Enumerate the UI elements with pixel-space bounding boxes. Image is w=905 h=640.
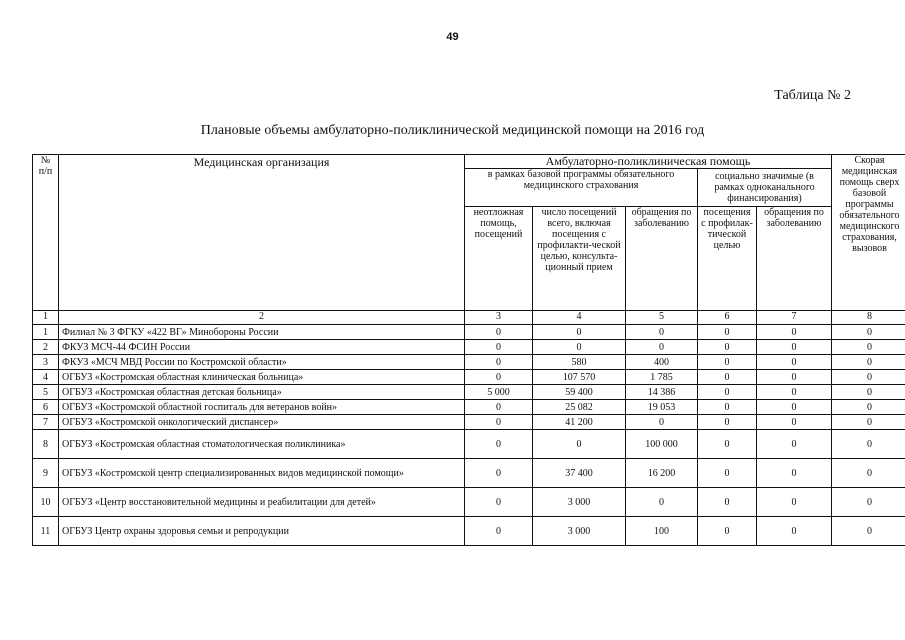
urgent-care-visits: 0 [465, 340, 533, 355]
preventive-visits: 0 [698, 430, 757, 459]
header-col6: посещения с профилак-тической целью [698, 207, 757, 311]
organization-name: ОГБУЗ «Центр восстановительной медицины и реабилитации для детей» [59, 488, 465, 517]
social-disease-appeals: 0 [757, 459, 832, 488]
row-number: 2 [33, 340, 59, 355]
social-disease-appeals: 0 [757, 517, 832, 546]
preventive-visits: 0 [698, 325, 757, 340]
organization-name: Филиал № 3 ФГКУ «422 ВГ» Минобороны России [59, 325, 465, 340]
urgent-care-visits: 0 [465, 517, 533, 546]
table-row [33, 325, 905, 340]
table-row [33, 355, 905, 370]
row-number: 7 [33, 415, 59, 430]
organization-name: ОГБУЗ Центр охраны здоровья семьи и репродукции [59, 517, 465, 546]
urgent-care-visits: 0 [465, 400, 533, 415]
header-col4: число посещений всего, включая посещения с профилакти-ческой целью, консульта-ционный прием [533, 207, 626, 311]
total-visits: 3 000 [533, 488, 626, 517]
plan-table [32, 154, 905, 546]
organization-name: ФКУЗ «МСЧ МВД России по Костромской области» [59, 355, 465, 370]
disease-appeals: 0 [626, 415, 698, 430]
emergency-calls: 0 [832, 325, 905, 340]
table-row [33, 370, 905, 385]
header-emergency: Скорая медицинская помощь сверх базовой программы обязательного медицинского страхования, вызовов [832, 155, 905, 311]
header-row-1 [33, 155, 905, 169]
preventive-visits: 0 [698, 400, 757, 415]
row-number: 10 [33, 488, 59, 517]
emergency-calls: 0 [832, 430, 905, 459]
social-disease-appeals: 0 [757, 415, 832, 430]
table-row [33, 430, 905, 459]
table-label: Таблица № 2 [774, 88, 851, 103]
header-basic-program: в рамках базовой программы обязательного медицинского страхования [465, 169, 698, 207]
row-number: 6 [33, 400, 59, 415]
emergency-calls: 0 [832, 370, 905, 385]
disease-appeals: 100 000 [626, 430, 698, 459]
social-disease-appeals: 0 [757, 430, 832, 459]
disease-appeals: 0 [626, 488, 698, 517]
disease-appeals: 0 [626, 325, 698, 340]
preventive-visits: 0 [698, 370, 757, 385]
social-disease-appeals: 0 [757, 340, 832, 355]
column-number: 7 [757, 311, 832, 325]
urgent-care-visits: 5 000 [465, 385, 533, 400]
emergency-calls: 0 [832, 517, 905, 546]
urgent-care-visits: 0 [465, 355, 533, 370]
table-row [33, 517, 905, 546]
emergency-calls: 0 [832, 355, 905, 370]
urgent-care-visits: 0 [465, 325, 533, 340]
disease-appeals: 1 785 [626, 370, 698, 385]
emergency-calls: 0 [832, 385, 905, 400]
urgent-care-visits: 0 [465, 430, 533, 459]
row-number: 4 [33, 370, 59, 385]
organization-name: ОГБУЗ «Костромской центр специализированных видов медицинской помощи» [59, 459, 465, 488]
document-title: Плановые объемы амбулаторно-поликлинической медицинской помощи на 2016 год [200, 123, 705, 138]
social-disease-appeals: 0 [757, 385, 832, 400]
social-disease-appeals: 0 [757, 370, 832, 385]
organization-name: ОГБУЗ «Костромская областная стоматологическая поликлиника» [59, 430, 465, 459]
disease-appeals: 14 386 [626, 385, 698, 400]
organization-name: ОГБУЗ «Костромская областная детская больница» [59, 385, 465, 400]
preventive-visits: 0 [698, 340, 757, 355]
urgent-care-visits: 0 [465, 370, 533, 385]
column-number: 3 [465, 311, 533, 325]
organization-name: ОГБУЗ «Костромской онкологический диспансер» [59, 415, 465, 430]
social-disease-appeals: 0 [757, 325, 832, 340]
total-visits: 41 200 [533, 415, 626, 430]
preventive-visits: 0 [698, 459, 757, 488]
row-number: 3 [33, 355, 59, 370]
header-num: № п/п [33, 155, 59, 311]
preventive-visits: 0 [698, 517, 757, 546]
urgent-care-visits: 0 [465, 459, 533, 488]
total-visits: 59 400 [533, 385, 626, 400]
disease-appeals: 0 [626, 340, 698, 355]
emergency-calls: 0 [832, 488, 905, 517]
row-number: 9 [33, 459, 59, 488]
total-visits: 3 000 [533, 517, 626, 546]
table-row [33, 385, 905, 400]
social-disease-appeals: 0 [757, 355, 832, 370]
column-number: 1 [33, 311, 59, 325]
row-number: 8 [33, 430, 59, 459]
organization-name: ОГБУЗ «Костромская областная клиническая больница» [59, 370, 465, 385]
column-number: 5 [626, 311, 698, 325]
emergency-calls: 0 [832, 415, 905, 430]
disease-appeals: 16 200 [626, 459, 698, 488]
row-number: 5 [33, 385, 59, 400]
disease-appeals: 400 [626, 355, 698, 370]
organization-name: ОГБУЗ «Костромской областной госпиталь для ветеранов войн» [59, 400, 465, 415]
total-visits: 580 [533, 355, 626, 370]
column-number: 4 [533, 311, 626, 325]
column-numbers-row [33, 311, 905, 325]
emergency-calls: 0 [832, 459, 905, 488]
table-row [33, 400, 905, 415]
total-visits: 107 570 [533, 370, 626, 385]
total-visits: 0 [533, 340, 626, 355]
total-visits: 0 [533, 325, 626, 340]
social-disease-appeals: 0 [757, 488, 832, 517]
preventive-visits: 0 [698, 488, 757, 517]
row-number: 11 [33, 517, 59, 546]
total-visits: 0 [533, 430, 626, 459]
table-row [33, 340, 905, 355]
total-visits: 25 082 [533, 400, 626, 415]
page-number: 49 [446, 31, 459, 43]
table-row [33, 459, 905, 488]
table-body [33, 325, 905, 546]
social-disease-appeals: 0 [757, 400, 832, 415]
header-col5: обращения по заболеванию [626, 207, 698, 311]
emergency-calls: 0 [832, 400, 905, 415]
total-visits: 37 400 [533, 459, 626, 488]
table-row [33, 488, 905, 517]
header-col3: неотложная помощь, посещений [465, 207, 533, 311]
header-ambulatory: Амбулаторно-поликлиническая помощь [465, 155, 832, 169]
header-socially-significant: социально значимые (в рамках одноканального финансирования) [698, 169, 832, 207]
preventive-visits: 0 [698, 385, 757, 400]
organization-name: ФКУЗ МСЧ-44 ФСИН России [59, 340, 465, 355]
emergency-calls: 0 [832, 340, 905, 355]
table-row [33, 415, 905, 430]
row-number: 1 [33, 325, 59, 340]
disease-appeals: 19 053 [626, 400, 698, 415]
preventive-visits: 0 [698, 355, 757, 370]
urgent-care-visits: 0 [465, 415, 533, 430]
column-number: 2 [59, 311, 465, 325]
column-number: 8 [832, 311, 905, 325]
header-org: Медицинская организация [59, 155, 465, 311]
disease-appeals: 100 [626, 517, 698, 546]
preventive-visits: 0 [698, 415, 757, 430]
urgent-care-visits: 0 [465, 488, 533, 517]
header-col7: обращения по заболеванию [757, 207, 832, 311]
column-number: 6 [698, 311, 757, 325]
